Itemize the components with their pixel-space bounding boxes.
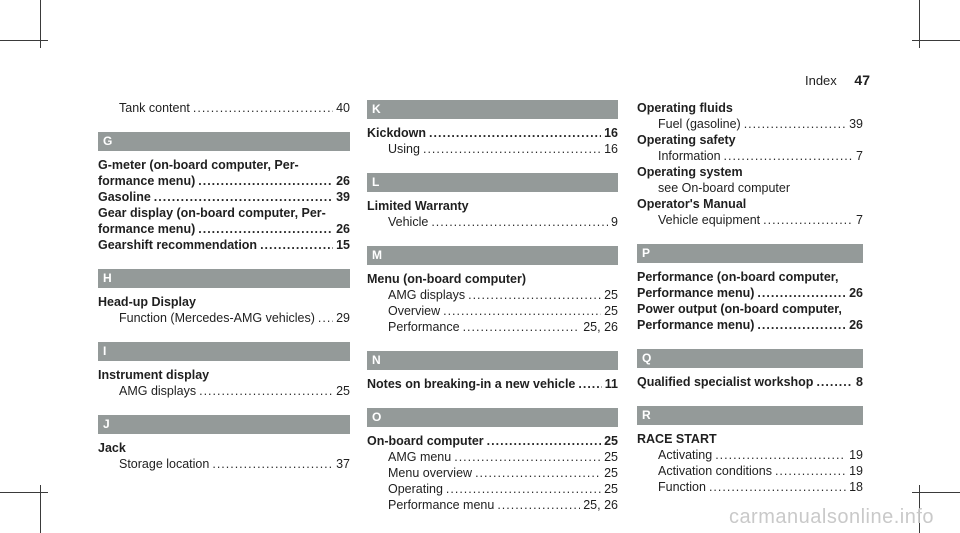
dot-leader — [763, 212, 853, 228]
dot-leader — [463, 319, 581, 335]
index-entry-row — [98, 383, 350, 399]
letter-section-header: M — [367, 246, 618, 265]
entry-label: Activating — [658, 448, 713, 462]
letter-section-header: H — [98, 269, 350, 288]
page-header — [805, 72, 870, 88]
index-entry — [367, 376, 618, 392]
entry-label: Activation conditions — [658, 464, 772, 478]
letter-section-header: G — [98, 132, 350, 151]
page-reference: 25, 26 — [583, 498, 618, 512]
index-entry — [367, 481, 618, 497]
page-reference: 19 — [849, 464, 863, 478]
index-entry-row — [367, 449, 618, 465]
index-entry-row — [98, 237, 350, 253]
dot-leader — [193, 100, 333, 116]
page-reference: 40 — [336, 101, 350, 115]
index-entry-row — [637, 447, 863, 463]
entry-label: Overview — [388, 304, 441, 318]
dot-leader — [468, 287, 601, 303]
index-entry — [98, 100, 350, 116]
index-entry-row — [637, 285, 863, 301]
page-reference: 25 — [604, 482, 618, 496]
entry-label: Menu overview — [388, 466, 473, 480]
index-entry-row — [98, 173, 350, 189]
dot-leader — [497, 497, 580, 513]
entry-label: Information — [658, 149, 721, 163]
dot-leader — [816, 374, 853, 390]
index-entry — [98, 189, 350, 205]
dot-leader — [775, 463, 846, 479]
entry-heading: Head-up Display — [98, 295, 196, 309]
entry-label: AMG displays — [119, 384, 197, 398]
dot-leader — [199, 383, 333, 399]
index-column-3 — [637, 100, 863, 495]
entry-label: formance menu) — [98, 174, 196, 188]
page-reference: 25 — [604, 288, 618, 302]
index-entry-row — [367, 141, 618, 157]
index-entry — [637, 148, 863, 164]
dot-leader — [715, 447, 846, 463]
index-entry — [367, 287, 618, 303]
crop-mark — [0, 40, 48, 41]
index-entry-row — [637, 317, 863, 333]
page-reference: 25 — [604, 466, 618, 480]
page-reference: 11 — [604, 377, 618, 391]
entry-heading: RACE START — [637, 432, 717, 446]
page-reference: 25, 26 — [583, 320, 618, 334]
entry-label: Using — [388, 142, 420, 156]
entry-label: Gasoline — [98, 190, 151, 204]
entry-heading: Operator's Manual — [637, 197, 747, 211]
index-entry-row — [637, 479, 863, 495]
index-entry-row — [637, 463, 863, 479]
index-entry — [637, 447, 863, 463]
index-entry-row — [637, 212, 863, 228]
entry-label: Kickdown — [367, 126, 427, 140]
index-entry — [367, 497, 618, 513]
index-entry — [637, 196, 863, 212]
letter-section-header: I — [98, 342, 350, 361]
entry-label: Tank content — [119, 101, 190, 115]
dot-leader — [154, 189, 333, 205]
index-label: Index — [804, 73, 837, 88]
entry-label: Performance menu — [388, 498, 495, 512]
entry-label: Storage location — [119, 457, 210, 471]
index-entry — [98, 205, 350, 237]
index-entry — [367, 433, 618, 449]
index-entry — [98, 440, 350, 456]
index-entry — [637, 301, 863, 333]
index-entry — [637, 479, 863, 495]
entry-label-line: G-meter (on-board computer, Per- — [98, 158, 299, 172]
page-reference: 25 — [604, 304, 618, 318]
index-entry — [637, 212, 863, 228]
index-entry-row — [367, 481, 618, 497]
entry-heading: Limited Warranty — [367, 199, 469, 213]
dot-leader — [709, 479, 846, 495]
index-entry-row — [98, 221, 350, 237]
index-entry — [98, 237, 350, 253]
entry-label-line: Gear display (on-board computer, Per- — [98, 206, 326, 220]
index-entry-row — [367, 497, 618, 513]
index-entry — [637, 116, 863, 132]
index-entry-row — [367, 433, 618, 449]
page-reference: 7 — [856, 213, 863, 227]
entry-label: AMG menu — [388, 450, 452, 464]
letter-section-header: L — [367, 173, 618, 192]
index-entry — [98, 383, 350, 399]
dot-leader — [198, 173, 333, 189]
entry-label-line: Power output (on-board computer, — [637, 302, 842, 316]
page-reference: 8 — [856, 375, 863, 389]
page-reference: 7 — [856, 149, 863, 163]
entry-label: formance menu) — [98, 222, 196, 236]
index-entry — [98, 310, 350, 326]
entry-heading: Menu (on-board computer) — [367, 272, 527, 286]
crop-mark — [912, 492, 960, 493]
index-entry — [98, 294, 350, 310]
entry-label: On-board computer — [367, 434, 484, 448]
index-entry-row — [98, 310, 350, 326]
index-entry-row — [367, 287, 618, 303]
dot-leader — [757, 285, 846, 301]
page-reference: 25 — [336, 384, 350, 398]
entry-heading: Operating fluids — [637, 101, 733, 115]
index-entry-row — [367, 376, 618, 392]
index-entry — [367, 214, 618, 230]
index-entry-row — [367, 319, 618, 335]
page-reference: 25 — [604, 434, 618, 448]
index-entry — [637, 374, 863, 390]
dot-leader — [578, 376, 601, 392]
page-reference: 18 — [849, 480, 863, 494]
letter-section-header: K — [367, 100, 618, 119]
dot-leader — [318, 310, 333, 326]
index-entry — [367, 198, 618, 214]
page-reference: 25 — [604, 450, 618, 464]
index-entry — [367, 319, 618, 335]
entry-label: Function — [658, 480, 706, 494]
entry-heading: Operating safety — [637, 133, 736, 147]
entry-label: Notes on breaking-in a new vehicle — [367, 377, 576, 391]
index-entry — [98, 456, 350, 472]
dot-leader — [487, 433, 601, 449]
index-column-1 — [98, 100, 350, 472]
index-entry-row — [98, 189, 350, 205]
dot-leader — [724, 148, 854, 164]
page-reference: 26 — [336, 174, 350, 188]
dot-leader — [198, 221, 333, 237]
dot-leader — [475, 465, 601, 481]
index-entry-row — [637, 374, 863, 390]
cross-reference: see On-board computer — [658, 181, 791, 195]
index-entry — [367, 141, 618, 157]
dot-leader — [443, 303, 601, 319]
index-entry-row — [637, 116, 863, 132]
letter-section-header: R — [637, 406, 863, 425]
page-reference: 16 — [604, 126, 618, 140]
index-entry — [98, 157, 350, 189]
index-entry — [98, 367, 350, 383]
dot-leader — [446, 481, 601, 497]
index-entry-row — [367, 214, 618, 230]
index-entry — [637, 463, 863, 479]
index-entry — [637, 269, 863, 301]
entry-label: Vehicle equipment — [658, 213, 761, 227]
entry-label: Gearshift recommendation — [98, 238, 258, 252]
letter-section-header: N — [367, 351, 618, 370]
dot-leader — [423, 141, 601, 157]
entry-label: Function (Mercedes-AMG vehicles) — [119, 311, 315, 325]
page-reference: 29 — [336, 311, 350, 325]
entry-heading: Operating system — [637, 165, 743, 179]
index-entry — [367, 449, 618, 465]
index-entry-row — [98, 456, 350, 472]
index-entry-row — [367, 465, 618, 481]
page-number: 47 — [854, 72, 870, 88]
index-entry-row — [98, 100, 350, 116]
page-reference: 39 — [849, 117, 863, 131]
page-reference: 16 — [604, 142, 618, 156]
index-entry — [637, 180, 863, 196]
dot-leader — [454, 449, 601, 465]
entry-label: Fuel (gasoline) — [658, 117, 741, 131]
index-column-2 — [367, 100, 618, 513]
index-entry-row — [367, 125, 618, 141]
entry-heading: Instrument display — [98, 368, 210, 382]
entry-label: Operating — [388, 482, 443, 496]
page-reference: 26 — [849, 318, 863, 332]
entry-label: Performance menu) — [637, 318, 755, 332]
letter-section-header: O — [367, 408, 618, 427]
page-reference: 9 — [611, 215, 618, 229]
crop-mark — [912, 40, 960, 41]
entry-label: AMG displays — [388, 288, 466, 302]
page-reference: 37 — [336, 457, 350, 471]
dot-leader — [431, 214, 608, 230]
page-reference: 39 — [336, 190, 350, 204]
index-entry — [367, 465, 618, 481]
dot-leader — [744, 116, 846, 132]
dot-leader — [260, 237, 333, 253]
letter-section-header: P — [637, 244, 863, 263]
entry-label: Vehicle — [388, 215, 429, 229]
watermark: carmanualsonline.info — [728, 506, 934, 528]
page-reference: 26 — [849, 286, 863, 300]
entry-heading: Jack — [98, 441, 126, 455]
index-entry — [367, 303, 618, 319]
index-entry — [367, 125, 618, 141]
entry-label: Qualified specialist workshop — [637, 375, 814, 389]
letter-section-header: Q — [637, 349, 863, 368]
page-reference: 15 — [336, 238, 350, 252]
dot-leader — [757, 317, 846, 333]
crop-mark — [0, 492, 48, 493]
index-entry — [637, 431, 863, 447]
index-entry — [637, 100, 863, 116]
dot-leader — [212, 456, 333, 472]
page-reference: 19 — [849, 448, 863, 462]
page-reference: 26 — [336, 222, 350, 236]
entry-label: Performance menu) — [637, 286, 755, 300]
index-entry — [367, 271, 618, 287]
index-entry — [637, 164, 863, 180]
index-entry-row — [367, 303, 618, 319]
entry-label: Performance — [388, 320, 460, 334]
index-entry-row — [637, 148, 863, 164]
entry-label-line: Performance (on-board computer, — [637, 270, 839, 284]
dot-leader — [429, 125, 601, 141]
index-entry — [637, 132, 863, 148]
letter-section-header: J — [98, 415, 350, 434]
